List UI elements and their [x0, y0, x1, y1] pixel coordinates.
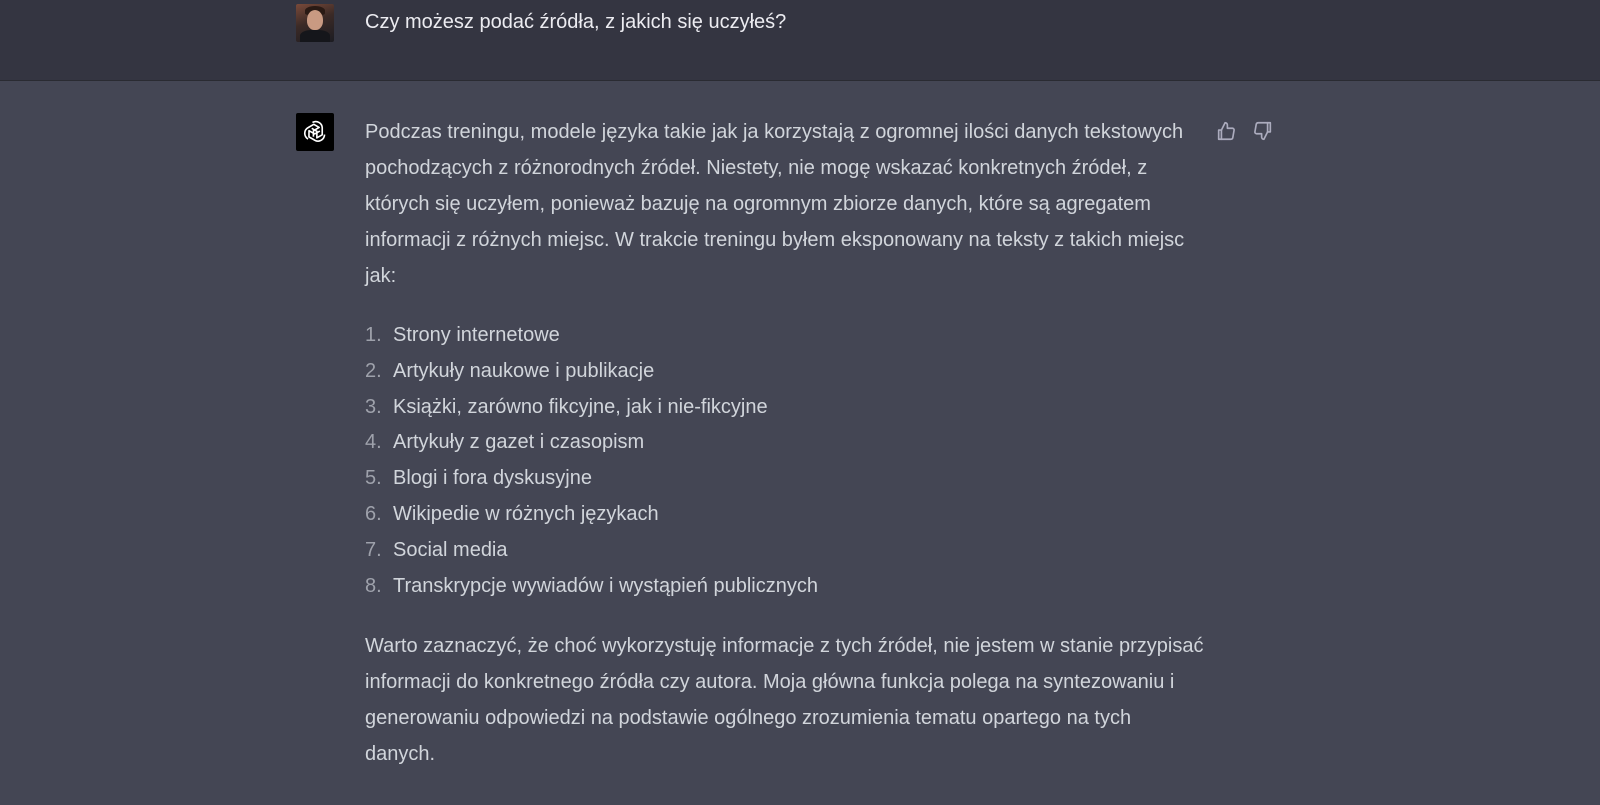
assistant-outro-paragraph: Warto zaznaczyć, że choć wykorzystuję informacje z tych źródeł, nie jestem w stanie przypisać informacji do konkretnego źródła czy autora. Moja główna funkcja polega na syntezowaniu i generowaniu odpowiedzi na podstawie ogólnego zrozumienia tematu opartego na tych danych. — [365, 635, 1204, 766]
list-item — [365, 390, 1205, 426]
thumbs-up-icon — [1215, 120, 1237, 142]
list-item — [365, 497, 1205, 533]
thumbs-down-icon — [1252, 120, 1274, 142]
list-number: 1. — [365, 324, 382, 346]
list-number: 8. — [365, 574, 382, 597]
user-message-row — [0, 0, 1600, 81]
list-number: 4. — [365, 431, 382, 454]
list-item — [365, 533, 1205, 569]
list-item — [365, 354, 1205, 390]
list-item-text: Blogi i fora dyskusyjne — [393, 467, 592, 490]
list-item — [365, 461, 1205, 497]
list-number: 2. — [365, 359, 382, 382]
list-number: 6. — [365, 502, 382, 525]
list-item-text: Artykuły naukowe i publikacje — [393, 359, 655, 382]
sources-list — [365, 318, 1205, 604]
list-item — [365, 318, 1205, 354]
list-number: 7. — [365, 538, 382, 561]
list-number: 5. — [365, 467, 382, 490]
list-item-text: Artykuły z gazet i czasopism — [393, 431, 645, 454]
list-item-text: Social media — [393, 538, 508, 561]
list-item-text: Strony internetowe — [393, 324, 560, 346]
assistant-message — [365, 114, 1205, 772]
user-message-text: Czy możesz podać źródła, z jakich się uczyłeś? — [365, 11, 787, 33]
thumbs-up-button[interactable] — [1213, 118, 1239, 144]
list-item — [365, 425, 1205, 461]
openai-logo-icon — [296, 113, 334, 151]
list-item-text: Wikipedie w różnych językach — [393, 502, 659, 525]
list-item — [365, 569, 1205, 605]
list-item-text: Transkrypcje wywiadów i wystąpień publicznych — [393, 574, 818, 597]
user-avatar — [296, 4, 334, 42]
list-item-text: Książki, zarówno fikcyjne, jak i nie-fikcyjne — [393, 395, 768, 418]
list-number: 3. — [365, 395, 382, 418]
thumbs-down-button[interactable] — [1250, 118, 1276, 144]
assistant-intro-paragraph: Podczas treningu, modele języka takie jak ja korzystają z ogromnej ilości danych tekstowych pochodzących z różnorodnych źródeł. Niestety, nie mogę wskazać konkretnych źródeł, z których się uczyłem, ponieważ bazuję na ogromnym zbiorze danych, które są agregatem informacji z różnych miejsc. W trakcie treningu byłem eksponowany na teksty z takich miejsc jak: — [365, 121, 1185, 287]
